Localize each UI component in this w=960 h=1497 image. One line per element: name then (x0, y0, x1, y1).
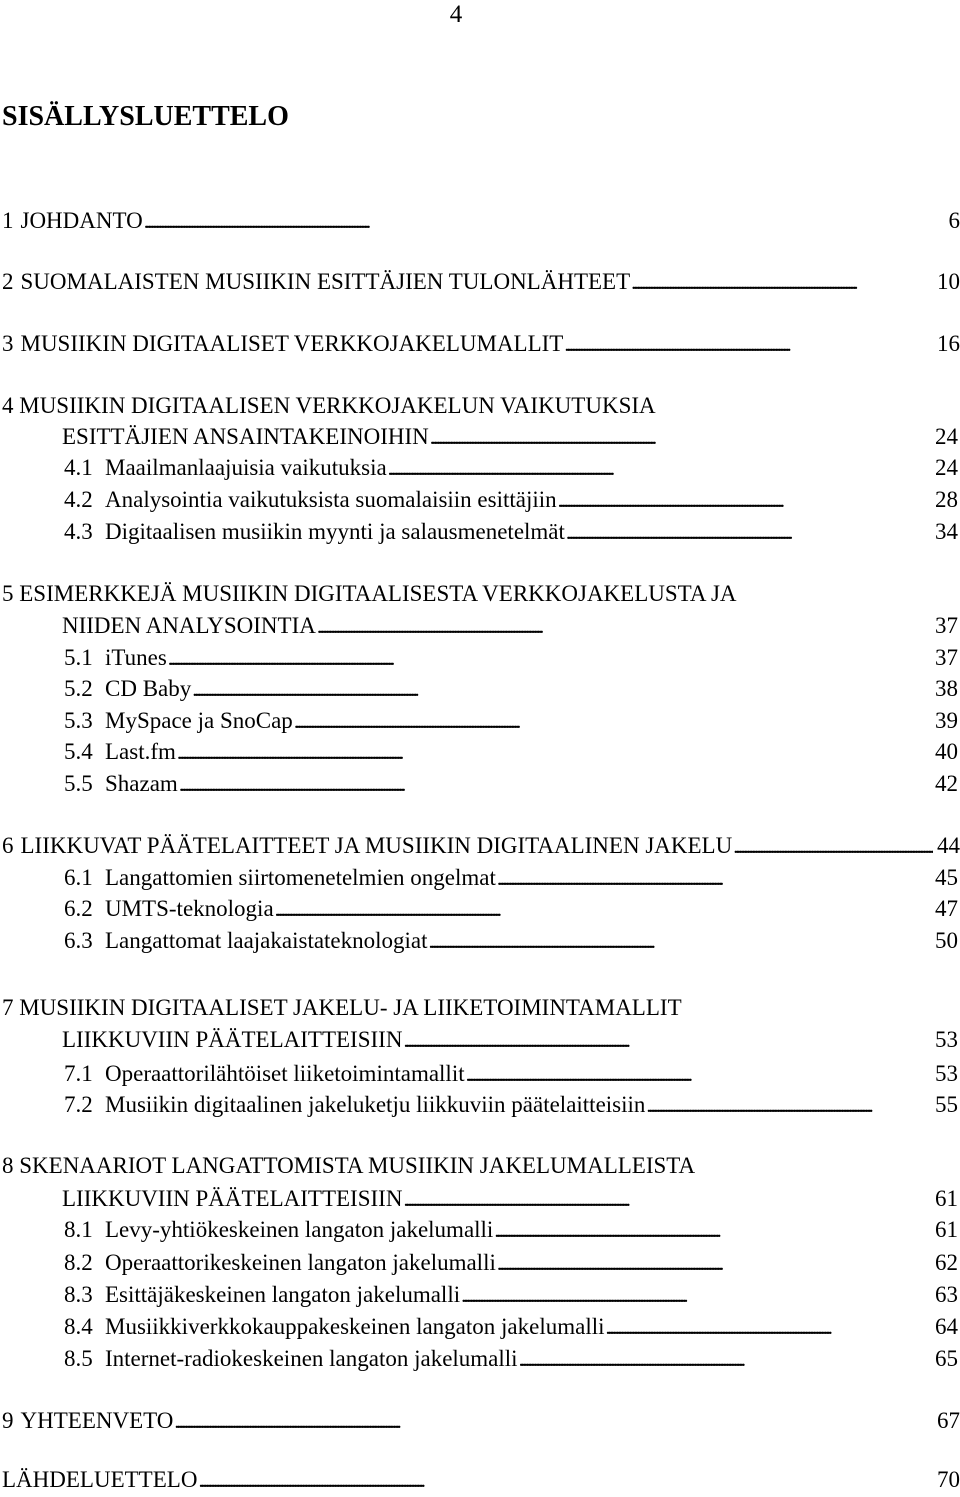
dot-leader (494, 1214, 931, 1247)
toc-entry-9[interactable] (0, 1405, 958, 1437)
toc-entry-page: 55 (935, 1089, 958, 1121)
dot-leader (317, 610, 931, 643)
toc-entry-page: 53 (935, 1058, 958, 1090)
dot-leader (168, 642, 931, 675)
toc-entry-text: LÄHDELUETTELO (2, 1464, 197, 1496)
toc-entry-page: 53 (935, 1024, 958, 1056)
toc-entry-text: Digitaalisen musiikin myynti ja salausmenetelmät (105, 516, 565, 548)
toc-entry-text: ESITTÄJIEN ANSAINTAKEINOIHIN (62, 421, 429, 453)
toc-entry-text: Operaattorikeskeinen langaton jakelumalli (105, 1247, 496, 1279)
dot-leader (429, 925, 931, 958)
dot-leader (733, 830, 933, 863)
toc-entry-text-line1: SKENAARIOT LANGATTOMISTA MUSIIKIN JAKELUMALLEISTA (19, 1153, 695, 1178)
toc-entry-6-1[interactable] (64, 862, 958, 894)
toc-entry-5-1[interactable] (64, 642, 958, 674)
toc-entry-number: 8.4 (64, 1311, 105, 1343)
toc-entry-page: 40 (935, 736, 958, 768)
toc-entry-8-1[interactable] (64, 1214, 958, 1246)
toc-entry-number: 4.3 (64, 516, 105, 548)
toc-entry-7-line1[interactable] (2, 992, 682, 1024)
dot-leader (606, 1311, 932, 1344)
toc-entry-5[interactable] (62, 610, 958, 642)
toc-entry-text: Musiikin digitaalinen jakeluketju liikkuviin päätelaitteisiin (105, 1089, 645, 1121)
dot-leader (403, 1024, 931, 1057)
toc-entry-text: Musiikkiverkkokauppakeskeinen langaton jakelumalli (105, 1311, 605, 1343)
toc-entry-6-2[interactable] (64, 893, 958, 925)
toc-entry-page: 64 (935, 1311, 958, 1343)
dot-leader (497, 1247, 931, 1280)
toc-entry-number: 5.3 (64, 705, 105, 737)
toc-entry-page: 24 (935, 452, 958, 484)
dot-leader (430, 421, 931, 454)
toc-entry-page: 28 (935, 484, 958, 516)
toc-entry-8-2[interactable] (64, 1247, 958, 1279)
toc-entry-text: NIIDEN ANALYSOINTIA (62, 610, 316, 642)
toc-entry-number: 8.2 (64, 1247, 105, 1279)
toc-entry-page: 37 (935, 642, 958, 674)
dot-leader (466, 1058, 931, 1091)
toc-entry-page: 65 (935, 1343, 958, 1375)
toc-entry-text: Langattomat laajakaistateknologiat (105, 925, 428, 957)
toc-entry-number: 6.2 (64, 893, 105, 925)
dot-leader (564, 328, 933, 361)
toc-entry-2[interactable] (0, 266, 958, 298)
dot-leader (631, 266, 933, 299)
toc-entry-text: Maailmanlaajuisia vaikutuksia (105, 452, 387, 484)
toc-entry-page: 37 (935, 610, 958, 642)
toc-entry-number: 7.2 (64, 1089, 105, 1121)
toc-entry-number: 6 (2, 830, 21, 862)
dot-leader (646, 1089, 931, 1122)
dot-leader (192, 673, 931, 706)
toc-entry-text: JOHDANTO (21, 205, 143, 237)
toc-entry-4-line1[interactable] (2, 390, 656, 422)
toc-entry-page: 34 (935, 516, 958, 548)
toc-entry-5-5[interactable] (64, 768, 958, 800)
toc-entry-6-3[interactable] (64, 925, 958, 957)
toc-entry-number: 8.3 (64, 1279, 105, 1311)
toc-entry-6[interactable] (0, 830, 958, 862)
toc-entry-text-line1: MUSIIKIN DIGITAALISEN VERKKOJAKELUN VAIKUTUKSIA (19, 393, 655, 418)
dot-leader (294, 705, 931, 738)
toc-entry-text: Last.fm (105, 736, 176, 768)
toc-entry-8[interactable] (62, 1183, 958, 1215)
toc-entry-page: 70 (937, 1464, 960, 1496)
dot-leader (179, 768, 931, 801)
dot-leader (497, 862, 931, 895)
toc-entry-text: Langattomien siirtomenetelmien ongelmat (105, 862, 496, 894)
dot-leader (519, 1343, 931, 1376)
dot-leader (461, 1279, 931, 1312)
toc-entry-7-2[interactable] (64, 1089, 958, 1121)
dot-leader (558, 484, 931, 517)
toc-entry-text: Analysointia vaikutuksista suomalaisiin esittäjiin (105, 484, 557, 516)
dot-leader (174, 1405, 933, 1438)
toc-entry-8-4[interactable] (64, 1311, 958, 1343)
toc-entry-page: 16 (937, 328, 960, 360)
toc-entry-text: CD Baby (105, 673, 191, 705)
toc-entry-5-3[interactable] (64, 705, 958, 737)
toc-entry-page: 38 (935, 673, 958, 705)
toc-entry-number: 9 (2, 1405, 21, 1437)
toc-entry-text: UMTS-teknologia (105, 893, 274, 925)
toc-entry-text: LIIKKUVAT PÄÄTELAITTEET JA MUSIIKIN DIGITAALINEN JAKELU (21, 830, 733, 862)
toc-entry-number: 1 (2, 205, 21, 237)
toc-entry-page: 45 (935, 862, 958, 894)
dot-leader (388, 452, 931, 485)
toc-entry-page: 39 (935, 705, 958, 737)
toc-entry-number: 2 (2, 266, 21, 298)
toc-entry-number: 5.2 (64, 673, 105, 705)
toc-entry-text: Shazam (105, 768, 178, 800)
toc-entry-references[interactable] (0, 1464, 958, 1496)
toc-entry-text: MUSIIKIN DIGITAALISET VERKKOJAKELUMALLIT (21, 328, 564, 360)
toc-entry-page: 44 (937, 830, 960, 862)
toc-entry-page: 42 (935, 768, 958, 800)
toc-entry-number: 8.1 (64, 1214, 105, 1246)
toc-entry-number: 4 (2, 393, 14, 418)
toc-entry-number: 6.3 (64, 925, 105, 957)
toc-entry-page: 62 (935, 1247, 958, 1279)
toc-entry-number: 7.1 (64, 1058, 105, 1090)
toc-entry-4-1[interactable] (64, 452, 958, 484)
toc-entry-page: 61 (935, 1214, 958, 1246)
toc-entry-number: 5 (2, 581, 14, 606)
toc-entry-text: SUOMALAISTEN MUSIIKIN ESITTÄJIEN TULONLÄHTEET (21, 266, 631, 298)
toc-entry-text: iTunes (105, 642, 167, 674)
toc-entry-8-3[interactable] (64, 1279, 958, 1311)
toc-entry-number: 8 (2, 1153, 14, 1178)
toc-entry-text: Levy-yhtiökeskeinen langaton jakelumalli (105, 1214, 493, 1246)
toc-entry-page: 63 (935, 1279, 958, 1311)
toc-entry-number: 6.1 (64, 862, 105, 894)
toc-entry-text-line1: MUSIIKIN DIGITAALISET JAKELU- JA LIIKETOIMINTAMALLIT (19, 995, 681, 1020)
toc-entry-4[interactable] (62, 421, 958, 453)
toc-entry-3[interactable] (0, 328, 958, 360)
toc-entry-5-line1[interactable] (2, 578, 737, 610)
toc-entry-7-1[interactable] (64, 1058, 958, 1090)
toc-entry-page: 6 (949, 205, 960, 237)
page-number: 4 (0, 0, 912, 30)
toc-entry-number: 7 (2, 995, 14, 1020)
toc-entry-number: 3 (2, 328, 21, 360)
toc-entry-text: Internet-radiokeskeinen langaton jakelumalli (105, 1343, 518, 1375)
toc-entry-5-4[interactable] (64, 736, 958, 768)
toc-entry-5-2[interactable] (64, 673, 958, 705)
toc-entry-number: 5.4 (64, 736, 105, 768)
toc-entry-text: LIIKKUVIIN PÄÄTELAITTEISIIN (62, 1183, 402, 1215)
toc-entry-page: 10 (937, 266, 960, 298)
toc-entry-4-3[interactable] (64, 516, 958, 548)
dot-leader (144, 205, 945, 238)
toc-entry-1[interactable] (0, 205, 958, 237)
dot-leader (177, 736, 931, 769)
toc-entry-number: 8.5 (64, 1343, 105, 1375)
toc-entry-text: Esittäjäkeskeinen langaton jakelumalli (105, 1279, 460, 1311)
dot-leader (198, 1464, 933, 1497)
toc-entry-number: 5.5 (64, 768, 105, 800)
toc-entry-8-5[interactable] (64, 1343, 958, 1375)
toc-entry-text: LIIKKUVIIN PÄÄTELAITTEISIIN (62, 1024, 402, 1056)
toc-entry-8-line1[interactable] (2, 1150, 695, 1182)
toc-entry-text-line1: ESIMERKKEJÄ MUSIIKIN DIGITAALISESTA VERKKOJAKELUSTA JA (19, 581, 736, 606)
toc-title: SISÄLLYSLUETTELO (2, 100, 289, 134)
toc-entry-page: 67 (937, 1405, 960, 1437)
toc-entry-page: 61 (935, 1183, 958, 1215)
toc-entry-page: 47 (935, 893, 958, 925)
toc-entry-text: MySpace ja SnoCap (105, 705, 293, 737)
toc-entry-page: 50 (935, 925, 958, 957)
toc-entry-page: 24 (935, 421, 958, 453)
toc-entry-7[interactable] (62, 1024, 958, 1056)
dot-leader (566, 516, 931, 549)
toc-entry-number: 4.1 (64, 452, 105, 484)
toc-entry-number: 5.1 (64, 642, 105, 674)
toc-entry-text: YHTEENVETO (21, 1405, 174, 1437)
toc-entry-4-2[interactable] (64, 484, 958, 516)
dot-leader (403, 1183, 931, 1216)
dot-leader (275, 893, 931, 926)
toc-entry-number: 4.2 (64, 484, 105, 516)
toc-entry-text: Operaattorilähtöiset liiketoimintamallit (105, 1058, 465, 1090)
